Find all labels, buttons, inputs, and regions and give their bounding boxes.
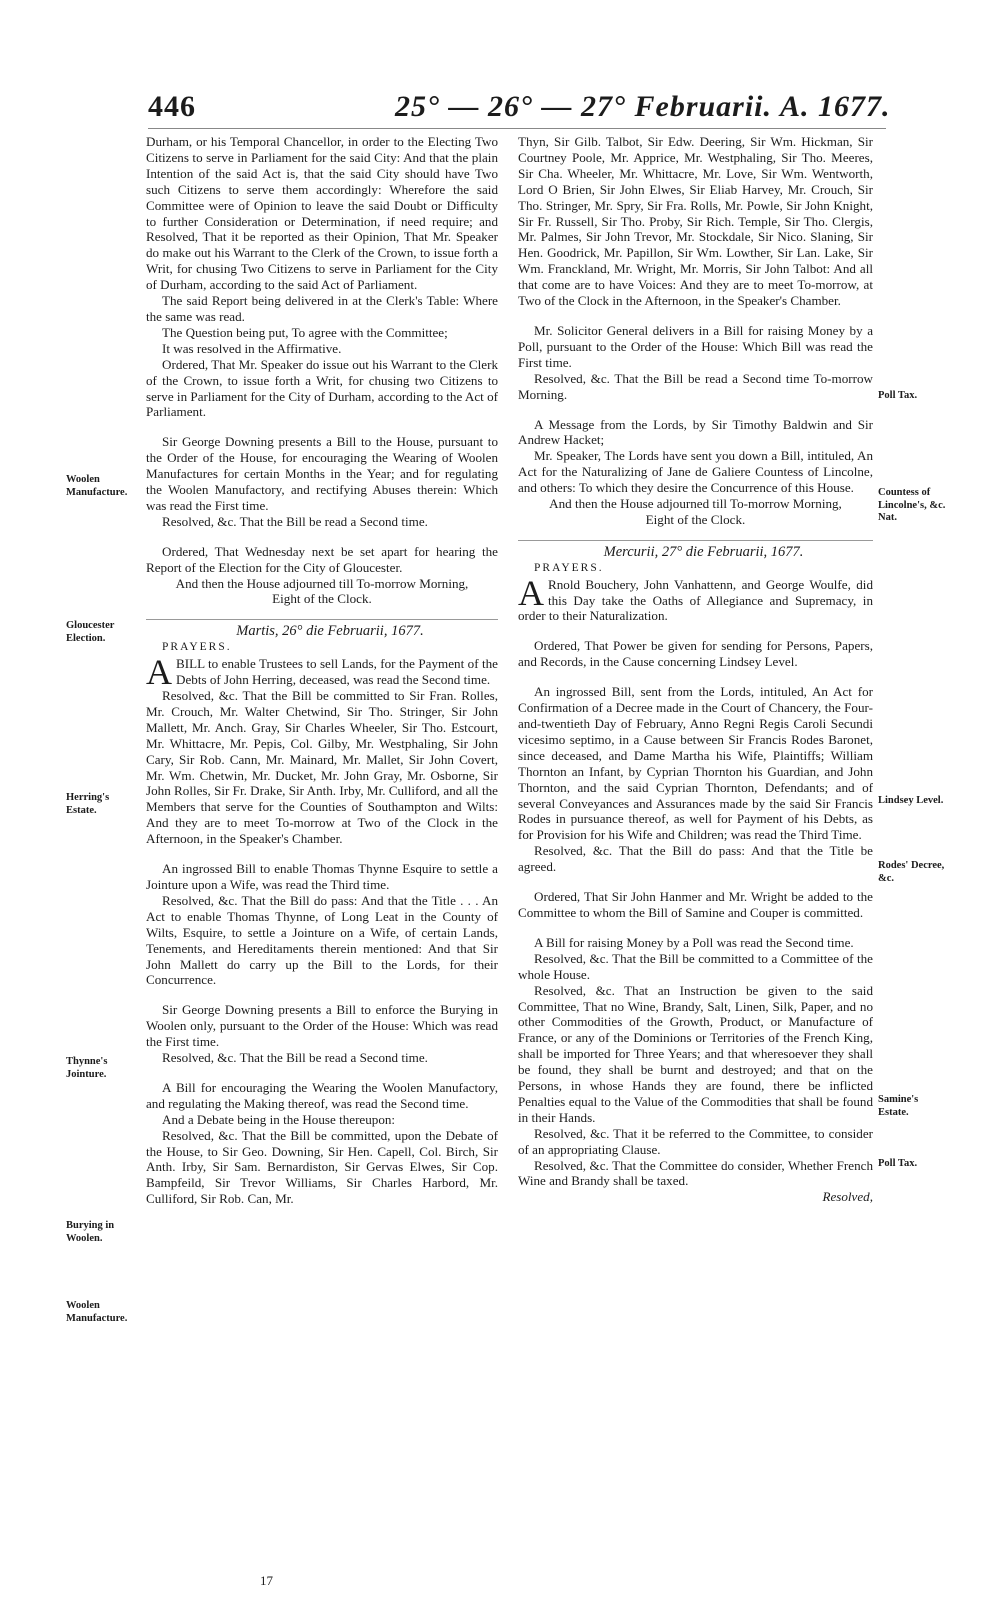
paragraph: A Rnold Bouchery, John Vanhattenn, and George Woulfe, did this Day take the Oaths of Allegiance and Supremacy, in order to their Naturalization. — [518, 572, 873, 624]
paragraph: ABILL to enable Trustees to sell Lands, for the Payment of the Debts of John Herring, deceased, was read the Second time. — [146, 652, 498, 693]
paragraph: A Bill for raising Money by a Poll was read the Second time. — [534, 934, 854, 950]
paragraph: Ordered, That Mr. Speaker do issue out his Warrant to the Clerk of the Crown, to issue forth a Writ, for chusing two Citizens to serve in Parliament for the City of Durham, according to the Act of Parliament. — [146, 356, 498, 420]
margin-note-samines-estate: Samine's Estate. — [878, 1094, 919, 1118]
paragraph: Sir George Downing presents a Bill to enforce the Burying in Woolen only, pursuant to the Order of the House: Which was read the First time. — [146, 1002, 498, 1050]
margin-note-poll-tax-2: Poll Tax. — [878, 1158, 918, 1169]
margin-note-rodes-decree: Rodes' Decree, &c. — [878, 860, 945, 884]
paragraph: Mr. Solicitor General delivers in a Bill for raising Money by a Poll, pursuant to the Order of the House: Which Bill was read the First time. — [518, 322, 873, 370]
paragraph: A Bill for encouraging the Wearing the Woolen Manufactory, and regulating the Making thereof, was read the Second time. — [146, 1079, 498, 1111]
paragraph: A Message from the Lords, by Sir Timothy Baldwin and Sir Andrew Hacket; — [518, 416, 873, 448]
paragraph: An ingrossed Bill to enable Thomas Thynne Esquire to settle a Jointure upon a Wife, was read the Third time. — [146, 861, 498, 892]
paragraph: Resolved, &c. That the Bill do pass: And that the Title . . . An Act to enable Thomas Thynne, of Long Leat in the County of Wilts, Esquire, to settle a Jointure on a Wife, of certain Lands, Tenements, and Hereditaments therein mentioned: And that Sir John Mallett do carry up the Bill to the Lords, for their Concurrence. — [146, 892, 498, 988]
paragraph: Durham, or his Temporal Chancellor, in order to the Electing Two Citizens to serve in Parliament for the said City: And that the plain Intention of the said Act is, that the said City should have Two such Citizens to serve them accordingly: Wherefore the said Committee were of Opinion to leave the said Doubt or Difficulty to further Consideration or Determination, if need require; and Resolved, That it be reported as their Opinion, That Mr. Speaker do make out his Warrant to the Clerk of the Crown, to issue forth a Writ, for chusing Two Citizens to serve in Parliament for the City of Durham, according to the said Act of Parliament. — [146, 134, 498, 293]
paragraph: Resolved, &c. That the Bill be read a Second time. — [162, 1050, 428, 1066]
paragraph: It was resolved in the Affirmative. — [162, 340, 342, 356]
paragraph: Resolved, &c. That the Committee do consider, Whether French Wine and Brandy shall be taxed. — [518, 1157, 873, 1189]
page-title: 25° — 26° — 27° Februarii. — [395, 90, 773, 123]
margin-note-burying-in-woolen: Burying in Woolen. — [66, 1220, 115, 1244]
paragraph: Resolved, &c. That the Bill be read a Second time To-morrow Morning. — [518, 370, 873, 402]
paragraph: Thyn, Sir Gilb. Talbot, Sir Edw. Deering, Sir Wm. Hickman, Sir Courtney Poole, Mr. Apprice, Mr. Westphaling, Sir Tho. Meeres, Sir Cha. Wheeler, Mr. Whittacre, Mr. Love, Sir Wm. Wentworth, Lord O Brien, Sir John Elwes, Sir Eliab Harvey, Mr. Crouch, Sir Tho. Stringer, Mr. Spry, Sir Fra. Rolls, Mr. Powle, Sir John Knight, Sir Fr. Russell, Sir Tho. Proby, Sir Rich. Temple, Sir Tho. Clergis, Mr. Palmes, Sir John Trevor, Mr. Stockdale, Sir Nico. Slaning, Sir Hen. Goodrick, Mr. Papillon, Sir Wm. Lowther, Sir Lan. Lake, Sir Wm. Franckland, Mr. Wright, Mr. Morris, Sir John Talbot: And all that come are to have Voices: And they are to meet To-morrow, at Two of the Clock in the Afternoon, in the Speaker's Chamber. — [518, 134, 873, 309]
margin-note-thynnes-jointure: Thynne's Jointure. — [66, 1056, 108, 1080]
prayers-heading: PRAYERS. — [162, 641, 232, 654]
margin-note-poll-tax: Poll Tax. — [878, 390, 918, 401]
paragraph: An ingrossed Bill, sent from the Lords, intituled, An Act for Confirmation of a Decree made in the Court of Chancery, the Four-and-twentieth Day of February, Anno Regni Regis Caroli Secundi vicesimo septimo, in a Cause between Sir Francis Rodes Baronet, since deceased, and Dame Martha his Wife, Plaintiffs; William Thornton an Infant, by Cyprian Thornton his Guardian, and John Thornton, and the said Cyprian Thornton, Defendants; and of several Conveyances and Assurances made by the said Sir Francis Rodes in pursuance thereof, as well for Payment of his Debts, as for Provision for his Wife and Children; was read the Third Time. — [518, 684, 873, 843]
paragraph: Resolved, &c. That the Bill do pass: And that the Title be agreed. — [518, 843, 873, 875]
page-year: A. 1677. — [780, 90, 891, 123]
paragraph: Resolved, &c. That the Bill be committed, upon the Debate of the House, to Sir Geo. Downing, Sir Hen. Capell, Col. Birch, Sir Anth. Irby, Sir Sam. Bernardiston, Sir Gervas Elwes, Sir Cop. Bampfeild, Sir Trevor Williams, Sir Charles Harbord, Mr. Culliford, Sir Rob. Can, Mr. — [146, 1127, 498, 1207]
paragraph: Mr. Speaker, The Lords have sent you down a Bill, intituled, An Act for the Naturalizing of Jane de Galiere Countess of Lincolne, and others: To which they desire the Concurrence of this House. — [518, 448, 873, 496]
paragraph: Resolved, &c. That the Bill be committed to Sir Fran. Rolles, Mr. Crouch, Mr. Walter Chetwind, Sir Tho. Stringer, Sir John Mallett, Mr. Anch. Gray, Sir Charles Wheeler, Sir Tho. Estcourt, Mr. Whittacre, Mr. Pepis, Col. Gilby, Mr. Westphaling, Sir John Cary, Sir Rob. Cann, Mr. Mainard, Mr. Mallet, Sir John Covert, Mr. Wm. Chetwin, Mr. Ducket, Mr. John Gray, Mr. Osborne, Sir John Rolles, Sir Fr. Drake, Sir Anth. Irby, Mr. Culliford, and all the Members that serve for the Counties of Southampton and Wilts: And they are to meet To-morrow at Two of the Clock in the Afternoon, in the Speaker's Chamber. — [146, 688, 498, 847]
section-divider — [518, 540, 873, 541]
margin-note-countess-naturalization: Countess of Lincolne's, &c. Nat. — [878, 487, 946, 523]
right-column — [518, 134, 873, 1205]
paragraph: Sir George Downing presents a Bill to the House, pursuant to the Order of the House, for encouraging the Wearing of Woolen Manufactures for certain Months in the Year; and for regulating the Woolen Manufactory, and rectifying Abuses therein: Which was read the First time. — [146, 434, 498, 513]
drop-cap: A — [518, 572, 544, 613]
paragraph: Resolved, &c. That an Instruction be given to the said Committee, That no Wine, Brandy, Salt, Linen, Silk, Paper, and no other Commodities of the Growth, Product, or Manufacture of France, or any of the Dominions or Territories of the French King, shall be imported for Three Years; and that wheresoever they shall be found, they shall be burnt and destroyed; and that on the Persons, in whose Hands they are found, there be inflicted Penalties equal to the Value of the Commodities that shall be found in their Hands. — [518, 982, 873, 1125]
paragraph: Ordered, That Wednesday next be set apart for hearing the Report of the Election for the City of Gloucester. — [146, 543, 498, 575]
prayers-heading: PRAYERS. — [534, 561, 604, 574]
section-divider — [146, 619, 498, 620]
paragraph: Resolved, &c. That the Bill be read a Second time. — [162, 513, 428, 529]
signature-mark: 17 — [260, 1573, 273, 1588]
header-rule — [148, 128, 886, 129]
drop-cap: A — [146, 652, 172, 693]
paragraph: The Question being put, To agree with the Committee; — [162, 324, 448, 340]
paragraph: Resolved, &c. That it be referred to the Committee, to consider of an appropriating Clause. — [518, 1125, 873, 1157]
margin-note-lindsey-level: Lindsey Level. — [878, 795, 944, 806]
paragraph: And a Debate being in the House thereupon: — [162, 1111, 396, 1127]
catchword: Resolved, — [822, 1189, 873, 1205]
paragraph: The said Report being delivered in at the Clerk's Table: Where the same was read. — [146, 293, 498, 324]
page-number: 446 — [148, 90, 196, 123]
margin-note-herrings-estate: Herring's Estate. — [66, 792, 110, 816]
margin-note-gloucester-election: Gloucester Election. — [66, 620, 115, 644]
paragraph: Ordered, That Power be given for sending for Persons, Papers, and Records, in the Cause concerning Lindsey Level. — [518, 638, 873, 670]
adjournment-note: And then the House adjourned till To-morrow Morning, Eight of the Clock. — [175, 575, 469, 607]
date-heading: Martis, 26° die Februarii, 1677. — [236, 623, 424, 640]
date-heading: Mercurii, 27° die Februarii, 1677. — [603, 543, 804, 560]
margin-note-woolen-manufacture-2: Woolen Manufacture. — [66, 1300, 128, 1324]
left-column — [146, 134, 498, 1207]
paragraph: Ordered, That Sir John Hanmer and Mr. Wright be added to the Committee to whom the Bill of Samine and Couper is committed. — [518, 889, 873, 920]
adjournment-note: And then the House adjourned till To-morrow Morning, Eight of the Clock. — [549, 496, 842, 527]
paragraph: Resolved, &c. That the Bill be committed to a Committee of the whole House. — [518, 950, 873, 982]
margin-note-woolen-manufacture: Woolen Manufacture. — [66, 474, 128, 498]
